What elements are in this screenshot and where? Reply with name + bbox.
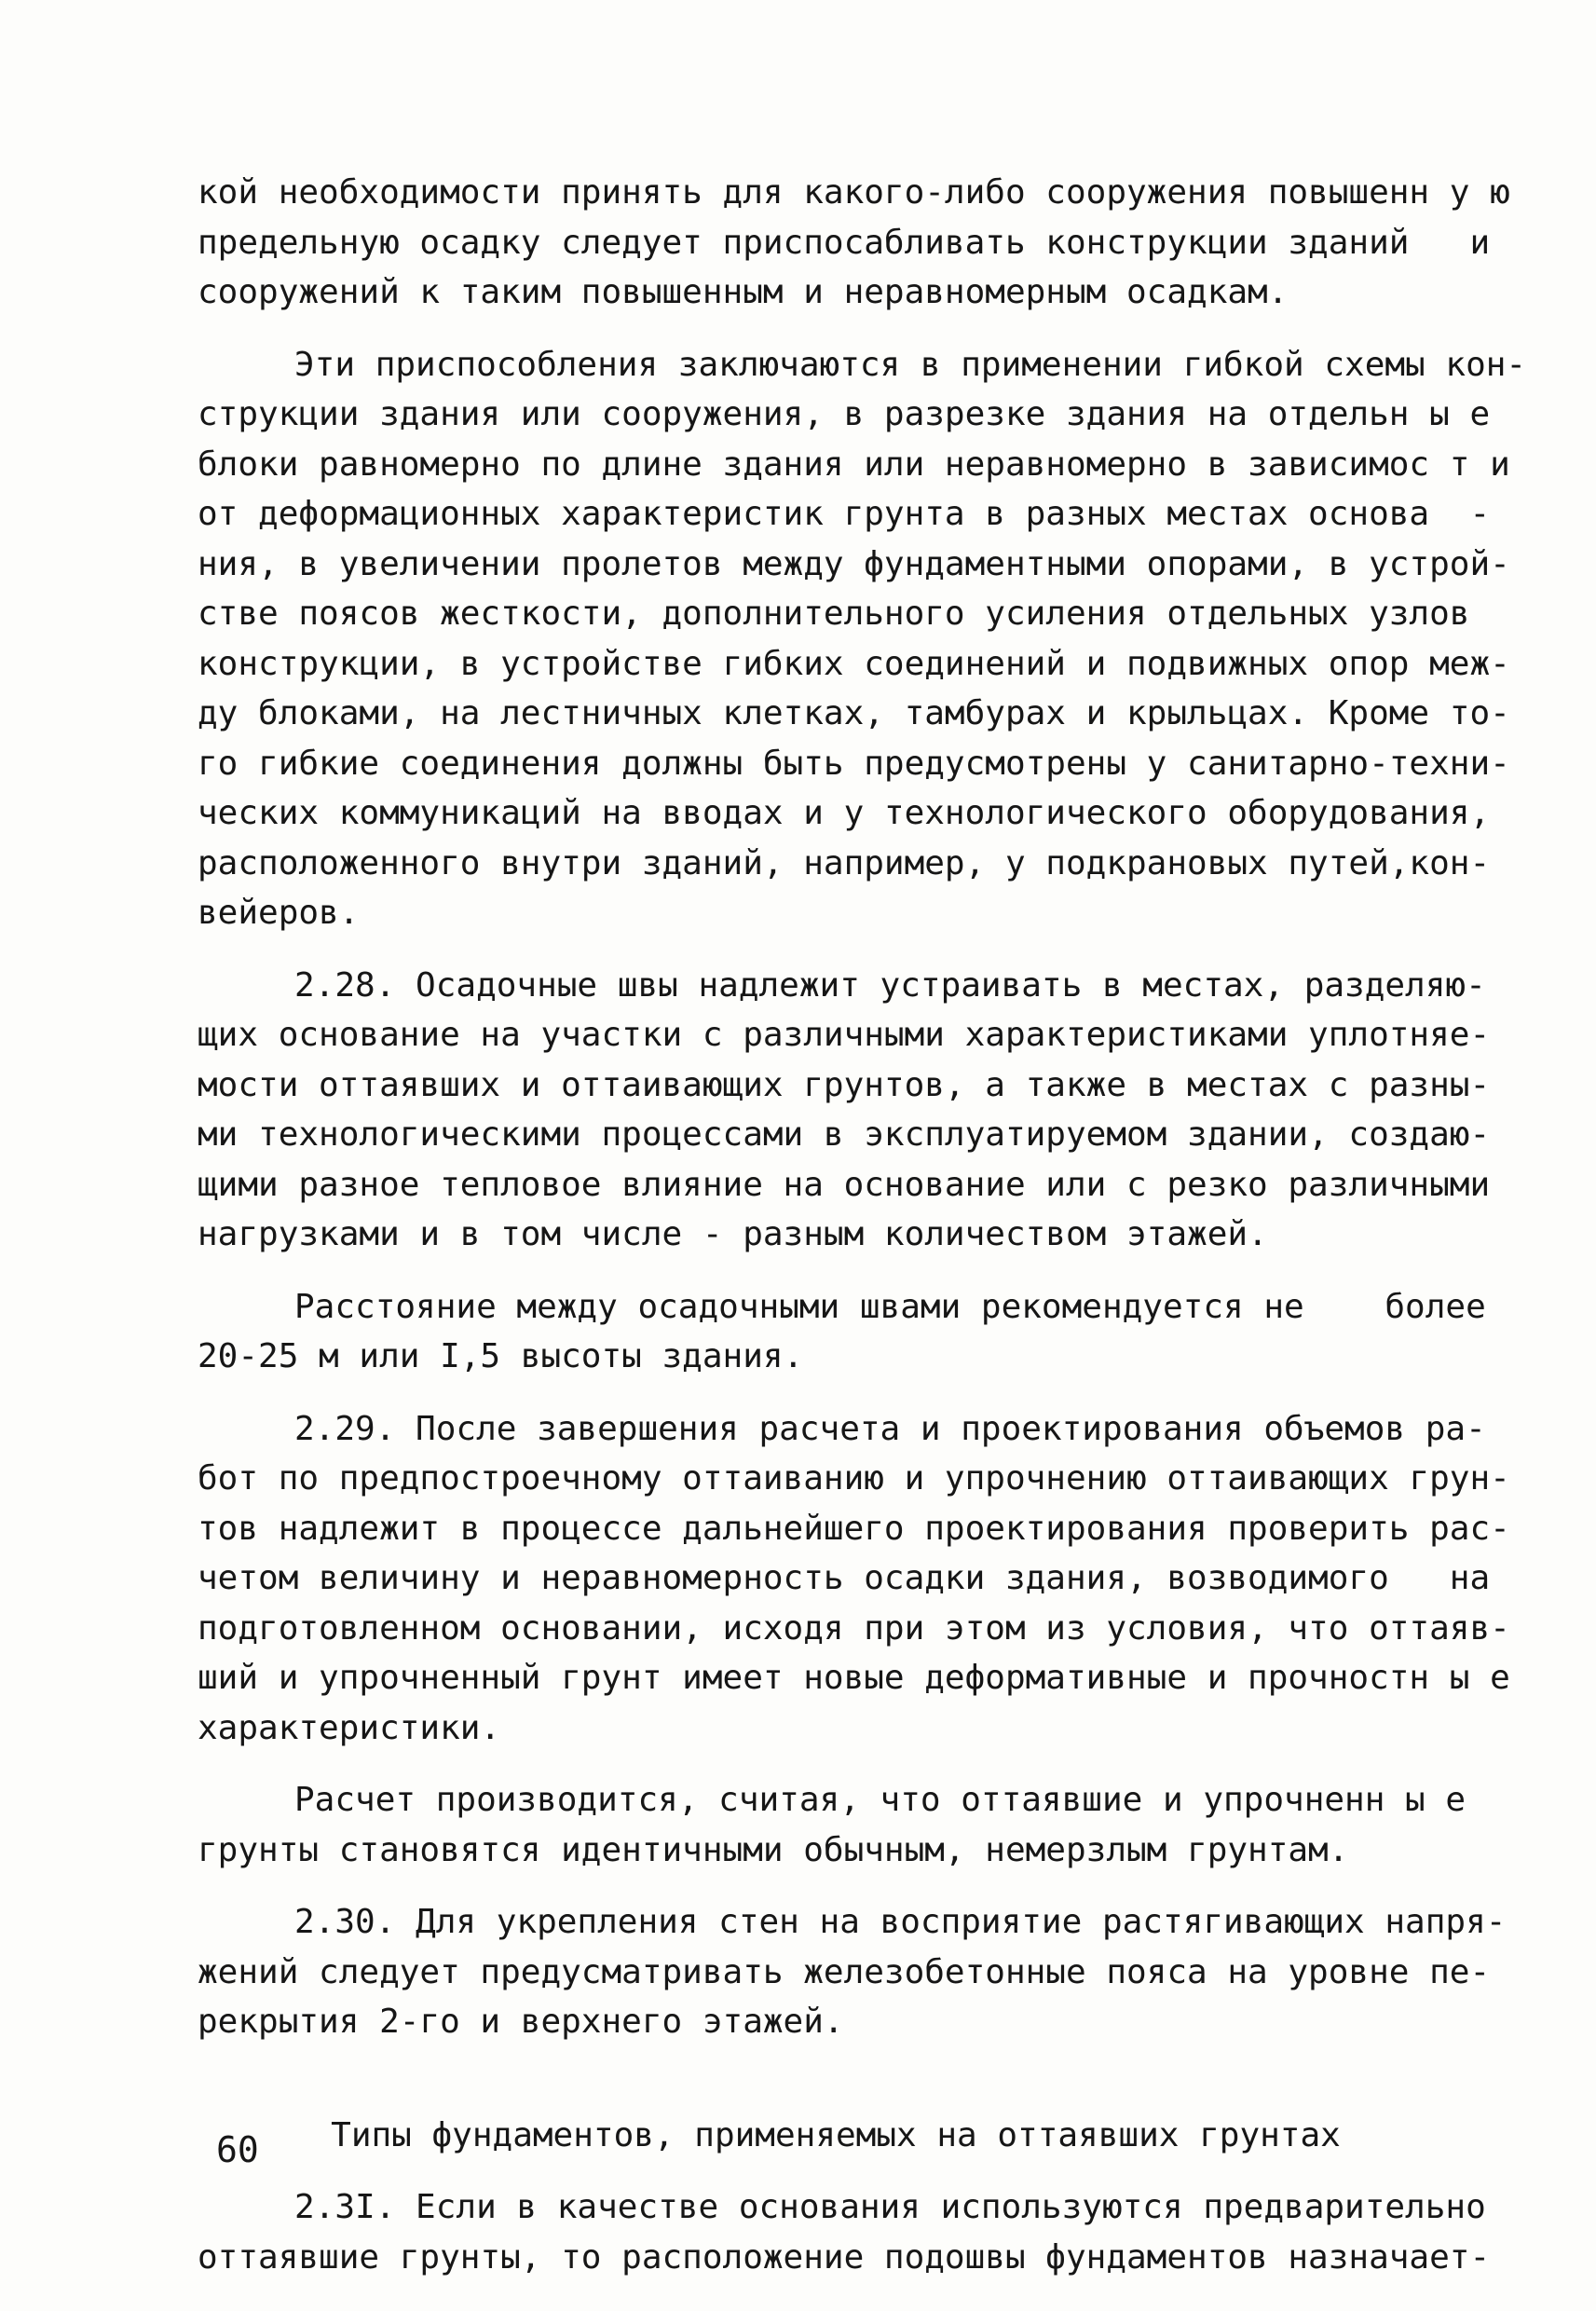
text-line: 2.3I. Если в качестве основания используются предварительно [294, 2188, 1486, 2226]
paragraph-calculation [198, 1775, 1466, 1875]
text-line: жений следует предусматривать железобетонные пояса на уровне пе- [198, 1952, 1491, 1991]
text-line: стве поясов жесткости, дополнительного усиления отдельных узлов [198, 595, 1470, 633]
section-heading: Типы фундаментов, применяемых на оттаявших грунтах [331, 2115, 1341, 2154]
text-line: ческих коммуникаций на вводах и у технологического оборудования, [198, 794, 1491, 832]
text-line: подготовленном основании, исходя при этом из условия, что оттаяв- [198, 1608, 1510, 1648]
paragraph-2-29 [198, 1404, 1510, 1754]
text-line: 2.30. Для укрепления стен на восприятие растягивающих напря- [294, 1903, 1507, 1941]
text-line: го гибкие соединения должны быть предусмотрены у санитарно-техни- [198, 744, 1510, 783]
text-line: струкции здания или сооружения, в разрезке здания на отдельн ы е [198, 395, 1491, 433]
text-line: расположенного внутри зданий, например, у подкрановых путей,кон- [198, 843, 1491, 882]
text-line: ния, в увеличении пролетов между фундаментными опорами, в устрой- [198, 544, 1510, 583]
text-line: 20-25 м или I,5 высоты здания. [198, 1337, 804, 1375]
text-line: рекрытия 2-го и верхнего этажей. [198, 2003, 844, 2041]
page-number: 60 [216, 2129, 259, 2170]
text-line: грунты становятся идентичными обычным, немерзлым грунтам. [198, 1830, 1349, 1869]
text-line: Эти приспособления заключаются в применении гибкой схемы кон- [294, 345, 1527, 384]
paragraph-2-28 [198, 961, 1491, 1260]
paragraph-1 [198, 168, 1510, 318]
text-line: кой необходимости принять для какого-либо сооружения повышенн у ю [198, 173, 1510, 212]
text-line: 2.28. Осадочные швы надлежит устраивать в местах, разделяю- [294, 965, 1486, 1005]
text-line: Расчет производится, считая, что оттаявшие и упрочненн ы е [294, 1781, 1466, 1819]
text-line: сооружений к таким повышенным и неравномерным осадкам. [198, 273, 1289, 311]
text-line: тов надлежит в процессе дальнейшего проектирования проверить рас- [198, 1509, 1510, 1548]
paragraph-2-31 [198, 2182, 1491, 2282]
paragraph-distance [198, 1282, 1486, 1382]
text-line: вейеров. [198, 894, 360, 932]
text-line: характеристики. [198, 1708, 501, 1747]
text-line: ду блоками, на лестничных клетках, тамбурах и крыльцах. Кроме то- [198, 694, 1510, 732]
text-line: бот по предпостроечному оттаиванию и упрочнению оттаивающих грун- [198, 1459, 1510, 1497]
paragraph-2-30 [198, 1897, 1507, 2047]
text-line: ший и упрочненный грунт имеет новые деформативные и прочностн ы е [198, 1659, 1510, 1697]
text-line: мости оттаявших и оттаивающих грунтов, а также в местах с разны- [198, 1065, 1491, 1104]
text-line: от деформационных характеристик грунта в разных местах основа - [198, 495, 1491, 533]
text-line: нагрузками и в том числе - разным количеством этажей. [198, 1215, 1268, 1253]
paragraph-2 [198, 340, 1527, 938]
text-line: 2.29. После завершения расчета и проектирования объемов ра- [294, 1409, 1486, 1448]
text-line: Расстояние между осадочными швами рекомендуется не более [294, 1287, 1486, 1326]
text-line: ми технологическими процессами в эксплуатируемом здании, создаю- [198, 1115, 1491, 1154]
text-line: конструкции, в устройстве гибких соединений и подвижных опор меж- [198, 644, 1510, 683]
text-line: щих основание на участки с различными характеристиками уплотняе- [198, 1016, 1491, 1054]
body-text [198, 168, 1527, 2282]
text-line: блоки равномерно по длине здания или неравномерно в зависимос т и [198, 444, 1510, 484]
text-line: четом величину и неравномерность осадки здания, возводимого на [198, 1559, 1491, 1597]
text-line: предельную осадку следует приспосабливать конструкции зданий и [198, 223, 1491, 262]
text-line: оттаявшие грунты, то расположение подошвы фундаментов назначает- [198, 2237, 1491, 2277]
text-line: щими разное тепловое влияние на основание или с резко различными [198, 1165, 1491, 1204]
